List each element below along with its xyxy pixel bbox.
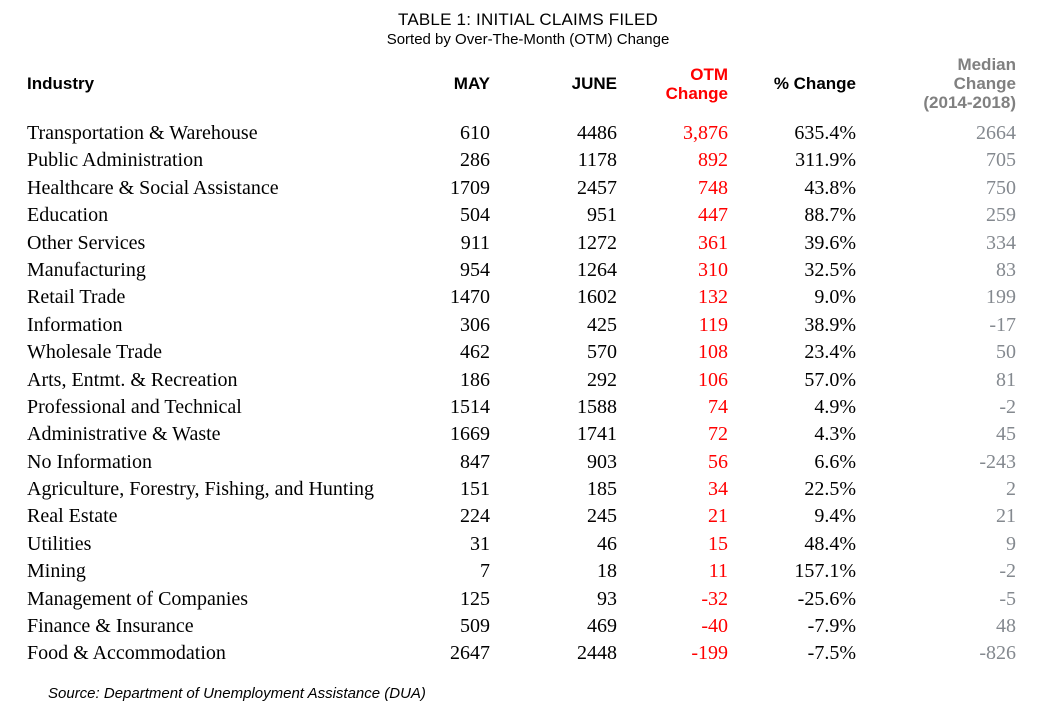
cell-industry: Agriculture, Forestry, Fishing, and Hunting (27, 478, 375, 501)
table-row (27, 367, 1016, 394)
cell-industry: Information (27, 313, 123, 336)
cell-pct: -25.6% (797, 587, 856, 610)
column-header-line: Median (957, 55, 1016, 74)
cell-june: 425 (587, 313, 617, 336)
source-note: Source: Department of Unemployment Assistance (DUA) (48, 684, 426, 702)
cell-median: 2 (1006, 478, 1016, 501)
cell-median: 48 (996, 615, 1016, 638)
cell-median: 750 (986, 176, 1016, 199)
column-header-otm (617, 65, 728, 103)
cell-industry: Mining (27, 560, 86, 583)
cell-may: 911 (460, 231, 490, 254)
table-row (27, 284, 1016, 311)
cell-median: 50 (996, 341, 1016, 364)
cell-june: 185 (587, 478, 617, 501)
table-row (27, 202, 1016, 229)
cell-pct: 39.6% (804, 231, 856, 254)
column-header-industry (27, 74, 427, 93)
cell-pct: 43.8% (804, 176, 856, 199)
cell-industry: Healthcare & Social Assistance (27, 176, 279, 199)
table-row (27, 147, 1016, 174)
cell-may: 151 (460, 478, 490, 501)
cell-pct: 4.3% (814, 423, 856, 446)
cell-otm: 361 (698, 231, 728, 254)
table-row (27, 503, 1016, 530)
cell-june: 1178 (577, 149, 617, 172)
column-header-line: Change (665, 83, 728, 103)
cell-june: 2457 (577, 176, 617, 199)
cell-industry: Utilities (27, 532, 92, 555)
cell-median: 705 (986, 149, 1016, 172)
cell-industry: Professional and Technical (27, 395, 242, 418)
table-row (27, 640, 1016, 667)
cell-otm: 21 (708, 505, 728, 528)
table-row (27, 613, 1016, 640)
cell-pct: 57.0% (804, 368, 856, 391)
cell-june: 1588 (577, 395, 617, 418)
table-row (27, 175, 1016, 202)
cell-pct: 23.4% (804, 341, 856, 364)
cell-industry: Wholesale Trade (27, 341, 162, 364)
cell-june: 2448 (577, 642, 617, 665)
cell-pct: 32.5% (804, 258, 856, 281)
cell-pct: 9.4% (814, 505, 856, 528)
cell-june: 1741 (577, 423, 617, 446)
column-header-line: Industry (27, 74, 95, 93)
column-header-pct (728, 74, 856, 93)
column-header-june (490, 74, 617, 93)
cell-industry: Retail Trade (27, 286, 126, 309)
cell-industry: Management of Companies (27, 587, 249, 610)
table-row (27, 449, 1016, 476)
cell-may: 504 (460, 204, 490, 227)
cell-otm: 56 (708, 450, 728, 473)
cell-industry: No Information (27, 450, 152, 473)
cell-june: 4486 (577, 122, 617, 144)
column-header-line: (2014-2018) (923, 93, 1016, 112)
cell-june: 93 (597, 587, 617, 610)
claims-table (27, 55, 1016, 668)
cell-june: 469 (587, 615, 617, 638)
cell-june: 570 (587, 341, 617, 364)
cell-pct: 4.9% (814, 395, 856, 418)
cell-otm: 3,876 (683, 122, 728, 144)
cell-june: 951 (587, 204, 617, 227)
cell-median: 334 (986, 231, 1016, 254)
cell-may: 125 (460, 587, 490, 610)
column-header-line: OTM (690, 64, 728, 84)
cell-median: 21 (996, 505, 1016, 528)
cell-may: 954 (460, 258, 490, 281)
cell-median: -2 (999, 560, 1016, 583)
cell-otm: 119 (698, 313, 728, 336)
cell-industry: Manufacturing (27, 258, 146, 281)
table-row (27, 120, 1016, 147)
table-row (27, 257, 1016, 284)
cell-otm: -199 (691, 642, 728, 665)
cell-median: 259 (986, 204, 1016, 227)
cell-industry: Arts, Entmt. & Recreation (27, 368, 238, 391)
cell-june: 903 (587, 450, 617, 473)
cell-june: 46 (597, 532, 617, 555)
cell-may: 847 (460, 450, 490, 473)
cell-median: 45 (996, 423, 1016, 446)
table-body (27, 120, 1016, 668)
cell-median: 2664 (976, 122, 1016, 144)
cell-pct: 48.4% (804, 532, 856, 555)
cell-pct: 22.5% (804, 478, 856, 501)
cell-median: -243 (979, 450, 1016, 473)
table-header-row (27, 55, 1016, 112)
cell-otm: 892 (698, 149, 728, 172)
cell-median: 81 (996, 368, 1016, 391)
cell-median: -5 (999, 587, 1016, 610)
table-row (27, 230, 1016, 257)
cell-june: 1264 (577, 258, 617, 281)
cell-may: 224 (460, 505, 490, 528)
cell-may: 509 (460, 615, 490, 638)
cell-may: 1514 (450, 395, 490, 418)
cell-pct: -7.9% (807, 615, 856, 638)
cell-june: 245 (587, 505, 617, 528)
cell-median: -2 (999, 395, 1016, 418)
cell-may: 31 (470, 532, 490, 555)
cell-may: 1470 (450, 286, 490, 309)
cell-may: 610 (460, 122, 490, 144)
cell-may: 306 (460, 313, 490, 336)
table-subtitle: Sorted by Over-The-Month (OTM) Change (386, 31, 670, 48)
cell-otm: 132 (698, 286, 728, 309)
cell-median: 83 (996, 258, 1016, 281)
cell-pct: 38.9% (804, 313, 856, 336)
cell-otm: -32 (701, 587, 728, 610)
cell-may: 462 (460, 341, 490, 364)
cell-otm: 106 (698, 368, 728, 391)
cell-median: 199 (986, 286, 1016, 309)
cell-may: 7 (480, 560, 490, 583)
cell-may: 2647 (450, 642, 490, 665)
cell-industry: Real Estate (27, 505, 118, 528)
cell-pct: 9.0% (814, 286, 856, 309)
table-title: TABLE 1: INITIAL CLAIMS FILED (398, 10, 658, 29)
cell-pct: 88.7% (804, 204, 856, 227)
cell-otm: 748 (698, 176, 728, 199)
cell-median: -17 (989, 313, 1016, 336)
cell-otm: -40 (701, 615, 728, 638)
table-row (27, 558, 1016, 585)
column-header-line: Change (953, 74, 1016, 93)
cell-pct: 311.9% (795, 149, 856, 172)
column-header-line: MAY (453, 74, 490, 93)
cell-june: 292 (587, 368, 617, 391)
cell-industry: Other Services (27, 231, 146, 254)
column-header-line: % Change (773, 74, 856, 93)
cell-otm: 108 (698, 341, 728, 364)
table-row (27, 531, 1016, 558)
cell-otm: 72 (708, 423, 728, 446)
cell-june: 1272 (577, 231, 617, 254)
cell-otm: 74 (708, 395, 728, 418)
cell-median: 9 (1006, 532, 1016, 555)
cell-median: -826 (979, 642, 1016, 665)
cell-may: 286 (460, 149, 490, 172)
table-row (27, 421, 1016, 448)
column-header-median (856, 55, 1016, 112)
column-header-line: JUNE (571, 74, 617, 93)
cell-industry: Administrative & Waste (27, 423, 221, 446)
table-row (27, 312, 1016, 339)
cell-june: 18 (597, 560, 617, 583)
cell-otm: 34 (708, 478, 728, 501)
cell-industry: Public Administration (27, 149, 204, 172)
cell-industry: Finance & Insurance (27, 615, 194, 638)
table-row (27, 586, 1016, 613)
cell-june: 1602 (577, 286, 617, 309)
cell-pct: 635.4% (794, 122, 856, 144)
cell-otm: 310 (698, 258, 728, 281)
cell-pct: 6.6% (814, 450, 856, 473)
cell-may: 1709 (450, 176, 490, 199)
column-header-may (427, 74, 490, 93)
table-row (27, 476, 1016, 503)
cell-may: 1669 (450, 423, 490, 446)
cell-otm: 11 (708, 560, 728, 583)
table-row (27, 339, 1016, 366)
cell-pct: 157.1% (794, 560, 856, 583)
cell-industry: Transportation & Warehouse (27, 122, 258, 144)
cell-industry: Education (27, 204, 109, 227)
table-row (27, 394, 1016, 421)
cell-otm: 15 (708, 532, 728, 555)
cell-pct: -7.5% (807, 642, 856, 665)
cell-industry: Food & Accommodation (27, 642, 226, 665)
cell-otm: 447 (698, 204, 728, 227)
cell-may: 186 (460, 368, 490, 391)
